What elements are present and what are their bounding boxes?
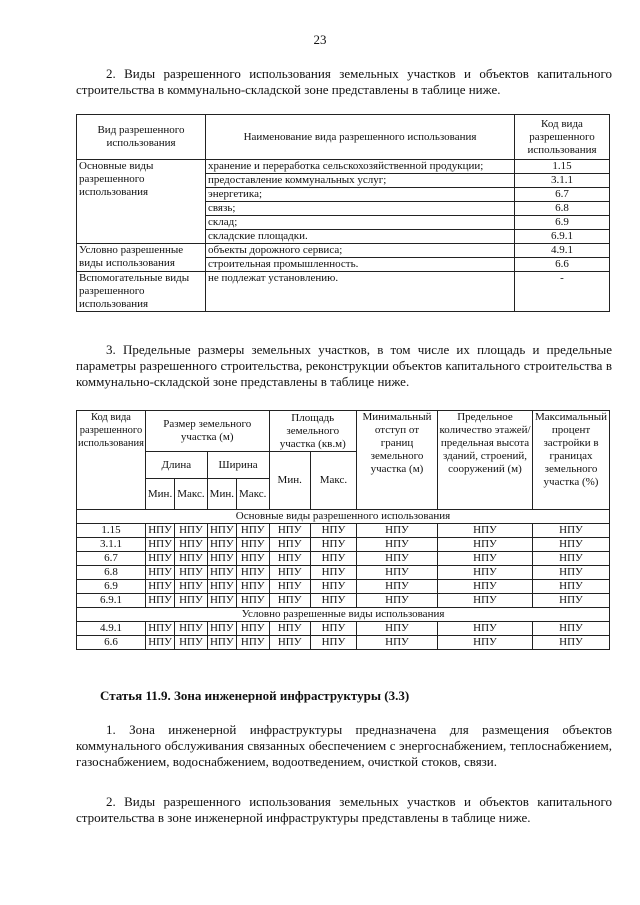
table-row: [77, 622, 610, 636]
value-cell: НПУ: [207, 566, 236, 580]
value-cell: НПУ: [207, 524, 236, 538]
table-row: [77, 244, 610, 258]
value-cell: НПУ: [269, 566, 310, 580]
value-cell: НПУ: [269, 594, 310, 608]
table-header-row: [77, 411, 610, 452]
table-section-row: [77, 608, 610, 622]
value-cell: НПУ: [145, 524, 174, 538]
code-cell: 6.6: [77, 636, 146, 650]
value-cell: НПУ: [438, 552, 533, 566]
use-group-label: Условно разрешенные виды использования: [77, 244, 206, 272]
header-code: Код вида разрешенного использования: [77, 411, 146, 510]
value-cell: НПУ: [236, 566, 269, 580]
value-cell: НПУ: [207, 636, 236, 650]
use-name-cell: объекты дорожного сервиса;: [206, 244, 515, 258]
permitted-use-table: [76, 114, 610, 312]
value-cell: НПУ: [310, 580, 356, 594]
table-row: [77, 538, 610, 552]
header-length: Длина: [145, 452, 207, 479]
value-cell: НПУ: [310, 538, 356, 552]
header-use-name: Наименование вида разрешенного использования: [206, 115, 515, 160]
header-width-min: Мин.: [207, 479, 236, 510]
table-row: [77, 552, 610, 566]
use-code-cell: 4.9.1: [515, 244, 610, 258]
header-area-min: Мин.: [269, 452, 310, 510]
value-cell: НПУ: [357, 622, 438, 636]
code-cell: 6.7: [77, 552, 146, 566]
value-cell: НПУ: [310, 636, 356, 650]
code-cell: 6.8: [77, 566, 146, 580]
value-cell: НПУ: [207, 622, 236, 636]
value-cell: НПУ: [207, 538, 236, 552]
value-cell: НПУ: [269, 538, 310, 552]
paragraph-intro-table3: 2. Виды разрешенного использования земельных участков и объектов капитального строительства в зоне инженерной инфраструктуры представлены в таблице ниже.: [76, 794, 612, 825]
value-cell: НПУ: [145, 552, 174, 566]
value-cell: НПУ: [236, 636, 269, 650]
header-length-min: Мин.: [145, 479, 174, 510]
value-cell: НПУ: [310, 622, 356, 636]
value-cell: НПУ: [357, 636, 438, 650]
value-cell: НПУ: [438, 580, 533, 594]
value-cell: НПУ: [357, 538, 438, 552]
code-cell: 6.9.1: [77, 594, 146, 608]
value-cell: НПУ: [438, 538, 533, 552]
value-cell: НПУ: [357, 524, 438, 538]
value-cell: НПУ: [310, 552, 356, 566]
value-cell: НПУ: [145, 636, 174, 650]
paragraph-zone-purpose: 1. Зона инженерной инфраструктуры предназначена для размещения объектов коммунального обслуживания связанных обеспечением с энергоснабжением, теплоснабжением, газоснабжением, водоснабжением, водоотведением, очисткой стоков, связи.: [76, 722, 612, 769]
value-cell: НПУ: [175, 566, 208, 580]
use-name-cell: связь;: [206, 202, 515, 216]
paragraph-intro-table2: 3. Предельные размеры земельных участков, в том числе их площадь и предельные параметры разрешенного строительства, реконструкции объектов капитального строительства в коммунально-складской зоне представлены в таблице ниже.: [76, 342, 612, 389]
value-cell: НПУ: [175, 580, 208, 594]
value-cell: НПУ: [357, 594, 438, 608]
use-group-label: Основные виды разрешенного использования: [77, 160, 206, 244]
use-code-cell: 6.6: [515, 258, 610, 272]
use-name-cell: склад;: [206, 216, 515, 230]
value-cell: НПУ: [236, 594, 269, 608]
table-section-row: [77, 510, 610, 524]
value-cell: НПУ: [533, 622, 610, 636]
header-use-code: Код вида разрешенного использования: [515, 115, 610, 160]
value-cell: НПУ: [533, 580, 610, 594]
permitted-use-table-body: [77, 160, 610, 312]
table-row: [77, 580, 610, 594]
header-use-type: Вид разрешенного использования: [77, 115, 206, 160]
use-name-cell: не подлежат установлению.: [206, 272, 515, 312]
code-cell: 6.9: [77, 580, 146, 594]
header-percent: Максимальный процент застройки в границах земельного участка (%): [533, 411, 610, 510]
value-cell: НПУ: [207, 552, 236, 566]
value-cell: НПУ: [236, 552, 269, 566]
value-cell: НПУ: [145, 538, 174, 552]
limits-table-body: [77, 510, 610, 650]
value-cell: НПУ: [357, 552, 438, 566]
value-cell: НПУ: [438, 594, 533, 608]
use-name-cell: строительная промышленность.: [206, 258, 515, 272]
page-number: 23: [313, 32, 327, 47]
section-title: Условно разрешенные виды использования: [77, 608, 610, 622]
value-cell: НПУ: [533, 552, 610, 566]
article-heading: Статья 11.9. Зона инженерной инфраструктуры (3.3): [100, 688, 410, 703]
use-name-cell: хранение и переработка сельскохозяйственной продукции;: [206, 160, 515, 174]
value-cell: НПУ: [438, 524, 533, 538]
value-cell: НПУ: [533, 636, 610, 650]
value-cell: НПУ: [310, 566, 356, 580]
value-cell: НПУ: [533, 538, 610, 552]
header-area: Площадь земельного участка (кв.м): [269, 411, 357, 452]
use-code-cell: 3.1.1: [515, 174, 610, 188]
value-cell: НПУ: [236, 580, 269, 594]
use-code-cell: 6.9.1: [515, 230, 610, 244]
value-cell: НПУ: [533, 566, 610, 580]
value-cell: НПУ: [145, 580, 174, 594]
value-cell: НПУ: [269, 622, 310, 636]
code-cell: 3.1.1: [77, 538, 146, 552]
value-cell: НПУ: [438, 636, 533, 650]
value-cell: НПУ: [175, 636, 208, 650]
value-cell: НПУ: [269, 552, 310, 566]
value-cell: НПУ: [145, 566, 174, 580]
table-header-row: [77, 115, 610, 160]
value-cell: НПУ: [533, 524, 610, 538]
code-cell: 1.15: [77, 524, 146, 538]
value-cell: НПУ: [533, 594, 610, 608]
value-cell: НПУ: [357, 566, 438, 580]
table-row: [77, 524, 610, 538]
use-code-cell: -: [515, 272, 610, 312]
table-row: [77, 160, 610, 174]
value-cell: НПУ: [269, 636, 310, 650]
value-cell: НПУ: [175, 552, 208, 566]
header-width: Ширина: [207, 452, 269, 479]
value-cell: НПУ: [236, 524, 269, 538]
value-cell: НПУ: [438, 566, 533, 580]
value-cell: НПУ: [207, 594, 236, 608]
value-cell: НПУ: [310, 524, 356, 538]
value-cell: НПУ: [175, 594, 208, 608]
table-row: [77, 566, 610, 580]
table-row: [77, 636, 610, 650]
header-size: Размер земельного участка (м): [145, 411, 269, 452]
use-code-cell: 1.15: [515, 160, 610, 174]
use-group-label: Вспомогательные виды разрешенного использования: [77, 272, 206, 312]
use-name-cell: энергетика;: [206, 188, 515, 202]
value-cell: НПУ: [175, 622, 208, 636]
use-code-cell: 6.8: [515, 202, 610, 216]
section-title: Основные виды разрешенного использования: [77, 510, 610, 524]
use-name-cell: предоставление коммунальных услуг;: [206, 174, 515, 188]
code-cell: 4.9.1: [77, 622, 146, 636]
value-cell: НПУ: [310, 594, 356, 608]
value-cell: НПУ: [175, 538, 208, 552]
value-cell: НПУ: [145, 594, 174, 608]
value-cell: НПУ: [236, 622, 269, 636]
value-cell: НПУ: [175, 524, 208, 538]
value-cell: НПУ: [438, 622, 533, 636]
use-code-cell: 6.9: [515, 216, 610, 230]
value-cell: НПУ: [269, 580, 310, 594]
header-area-max: Макс.: [310, 452, 356, 510]
value-cell: НПУ: [145, 622, 174, 636]
limits-table: [76, 410, 610, 650]
value-cell: НПУ: [357, 580, 438, 594]
table-row: [77, 594, 610, 608]
header-width-max: Макс.: [236, 479, 269, 510]
paragraph-intro-table1: 2. Виды разрешенного использования земельных участков и объектов капитального строительства в коммунально-складской зоне представлены в таблице ниже.: [76, 66, 612, 97]
value-cell: НПУ: [269, 524, 310, 538]
header-floors: Предельное количество этажей/ предельная высота зданий, строений, сооружений (м): [438, 411, 533, 510]
table-row: [77, 272, 610, 312]
value-cell: НПУ: [236, 538, 269, 552]
use-code-cell: 6.7: [515, 188, 610, 202]
use-name-cell: складские площадки.: [206, 230, 515, 244]
header-length-max: Макс.: [175, 479, 208, 510]
header-indent: Минимальный отступ от границ земельного участка (м): [357, 411, 438, 510]
value-cell: НПУ: [207, 580, 236, 594]
